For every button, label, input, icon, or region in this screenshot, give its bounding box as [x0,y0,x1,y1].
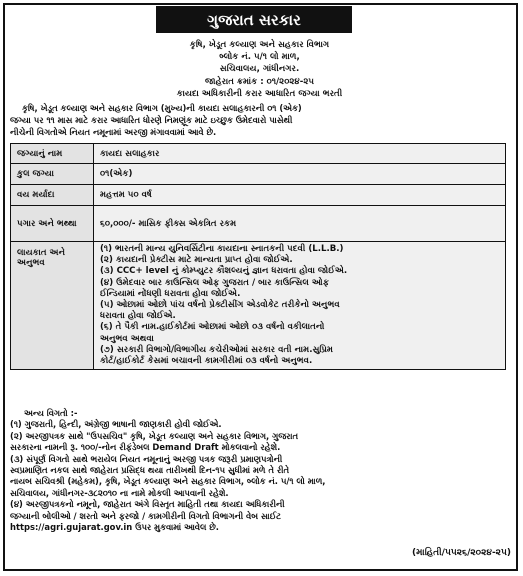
other-detail-line: (૪) અરજીપત્રકનો નમૂનો, જાહેરાત અંગે વિસ્તૃત માહિતી તથા કાયદા અધિકારીની [10,499,285,510]
intro-line: કૃષિ, ખેડૂત કલ્યાણ અને સહકાર વિભાગ (મુખ્ય)ની કાયદા સલાહકારની ૦૧ (એક) [22,103,302,113]
row-value: કાયદા સલાહકાર [94,144,506,164]
table-row [11,206,506,242]
other-detail-line: સ્વપ્રમાણિત નકલ સાથે જાહેરાત પ્રસિદ્ધ થયા તારીખથી દિન-૧૫ સુધીમાં મળે તે રીતે [10,465,290,476]
post-details-table [10,143,506,370]
row-label: જગ્યાનું નામ [11,144,94,164]
qualification-line: (૭) સરકારી વિભાગો/વિભાગીય કચેરીઓમાં સરકાર વતી નામ.સુપ્રિમ [100,344,334,355]
intro-paragraph [10,102,510,138]
office-line: સચિવાલય, ગાંધીનગર. [219,64,300,74]
qualification-line: ઈન્ડિયામાં નોંધણી ધરાવતા હોવા જોઈએ. [100,288,241,299]
qualification-line: (૩) CCC+ level નું કોમ્પ્યુટર કૌશલ્યનું જ્ઞાન ધરાવતા હોવા જોઈએ. [100,266,348,277]
gujarat-government-banner: ગુજરાત સરકાર [156,6,352,33]
qualification-line: ધરાવતા હોવા જોઈએ. [100,311,176,322]
qualification-line: (૪) ઉમેદવાર બાર કાઉન્સિલ ઓફ ગુજરાત / બાર કાઉન્સિલ ઓફ [100,277,329,288]
qualification-line: (૨) કાયદાની પ્રેક્ટીસ માટે માન્યતા પ્રાપ્ત હોવા જોઈએ. [100,255,293,266]
table-row [11,144,506,164]
qualification-line: અનુભવ અથવા [100,333,154,344]
other-details-heading: અન્ય વિગતો :- [24,408,78,418]
department-line: કૃષિ, ખેડૂત કલ્યાણ અને સહકાર વિભાગ [189,40,330,50]
other-detail-line: જગ્યાની બોલીઓ / શરતો અને ફરજો / કામગીરીની વિગતો વિભાગની વેબ સાઈટ [10,510,282,521]
other-detail-line: સચિવાલય, ગાંધીનગર-૩૮૨૦૧૦ ના નામે મોકલી આપવાની રહેશે. [10,487,229,498]
qualification-line: (૬) તે પૈકી નામ.હાઈકોર્ટમાં ઓછામાં ઓછો ૦૩ વર્ષનો વકીલાતનો [100,322,325,333]
qualification-list [94,242,506,370]
information-reference: (માહિતી/૫૫૨૬/૨૦૨૪-૨૫) [412,548,511,558]
intro-line: જગ્યા પર ૧૧ માસ માટે કરાર આધારિત ધોરણે નિમણૂંક માટે ઇચ્છુક ઉમેદવારો પાસેથી [10,115,293,125]
table-row [11,242,506,370]
table-row [11,164,506,185]
website-line: https://agri.gujarat.gov.in ઉપર મુકવામાં આવેલ છે. [10,522,219,533]
row-value: ૬૦,૦૦૦/- માસિક ફીક્સ એકત્રિત રકમ [94,206,506,242]
block-line: બ્લોક નં. ૫/૧ લો માળ, [219,52,300,62]
qualification-line: (૫) ઓછામાં ઓછો પાંચ વર્ષનો પ્રેક્ટીસીંગ એડવોકેટ તરીકેનો અનુભવ [100,300,340,311]
row-label: લાયકાત અને અનુભવ [11,242,94,370]
row-label: કુલ જગ્યા [11,164,94,185]
ad-number: જાહેરાત ક્રમાંક : ૦૧/૨૦૨૪-૨૫ [204,77,315,87]
recruitment-subject: કાયદા અધિકારીની કરાર આધારિત જગ્યા ભરતી [176,89,343,99]
other-details [10,408,510,533]
row-label: પગાર અને ભથ્થા [11,206,94,242]
other-detail-line: (૨) અરજીપત્રક સાથે "ઉપસચિવ" કૃષિ, ખેડૂત કલ્યાણ અને સહકાર વિભાગ, ગુજરાત [10,430,299,441]
row-value: ૦૧(એક) [94,164,506,185]
other-detail-line: સરકારના નામની રૂ. ૧૦૦/-નોન રીફંડેબલ Demand Draft મોકલવાનો રહેશે. [10,442,281,453]
intro-line: નીચેની વિગતોએ નિયત નમૂનામાં અરજી મંગાવવામાં આવે છે. [10,127,217,137]
other-detail-line: (૧) ગુજરાતી, હિન્દી, અંગ્રેજી ભાષાની જાણકારી હોવી જોઈએ. [10,419,222,430]
qualification-line: (૧) ભારતની માન્ય યુનિવર્સિટીના કાયદાના સ્નાતકની પદવી (L.L.B.) [100,244,344,254]
qualification-line: કોર્ટ/હાઈકોર્ટ કેસમાં બચાવની કામગીરીમાં ૦૩ વર્ષનો અનુભવ. [100,356,313,367]
row-value: મહત્તમ ૫૦ વર્ષ [94,185,506,206]
other-detail-line: નાયબ સચિવશ્રી (મહેકમ), કૃષિ, ખેડૂત કલ્યાણ અને સહકાર વિભાગ, બ્લોક નં. ૫/૧ લો માળ, [10,476,326,487]
table-row [11,185,506,206]
other-detail-line: (૩) સંપૂર્ણ વિગતો સાથે ભરાયેલ નિયત નમૂનાનું અરજી પત્રક જરૂરી પ્રમાણપત્રોની [10,453,283,464]
row-label: વય મર્યાદા [11,185,94,206]
